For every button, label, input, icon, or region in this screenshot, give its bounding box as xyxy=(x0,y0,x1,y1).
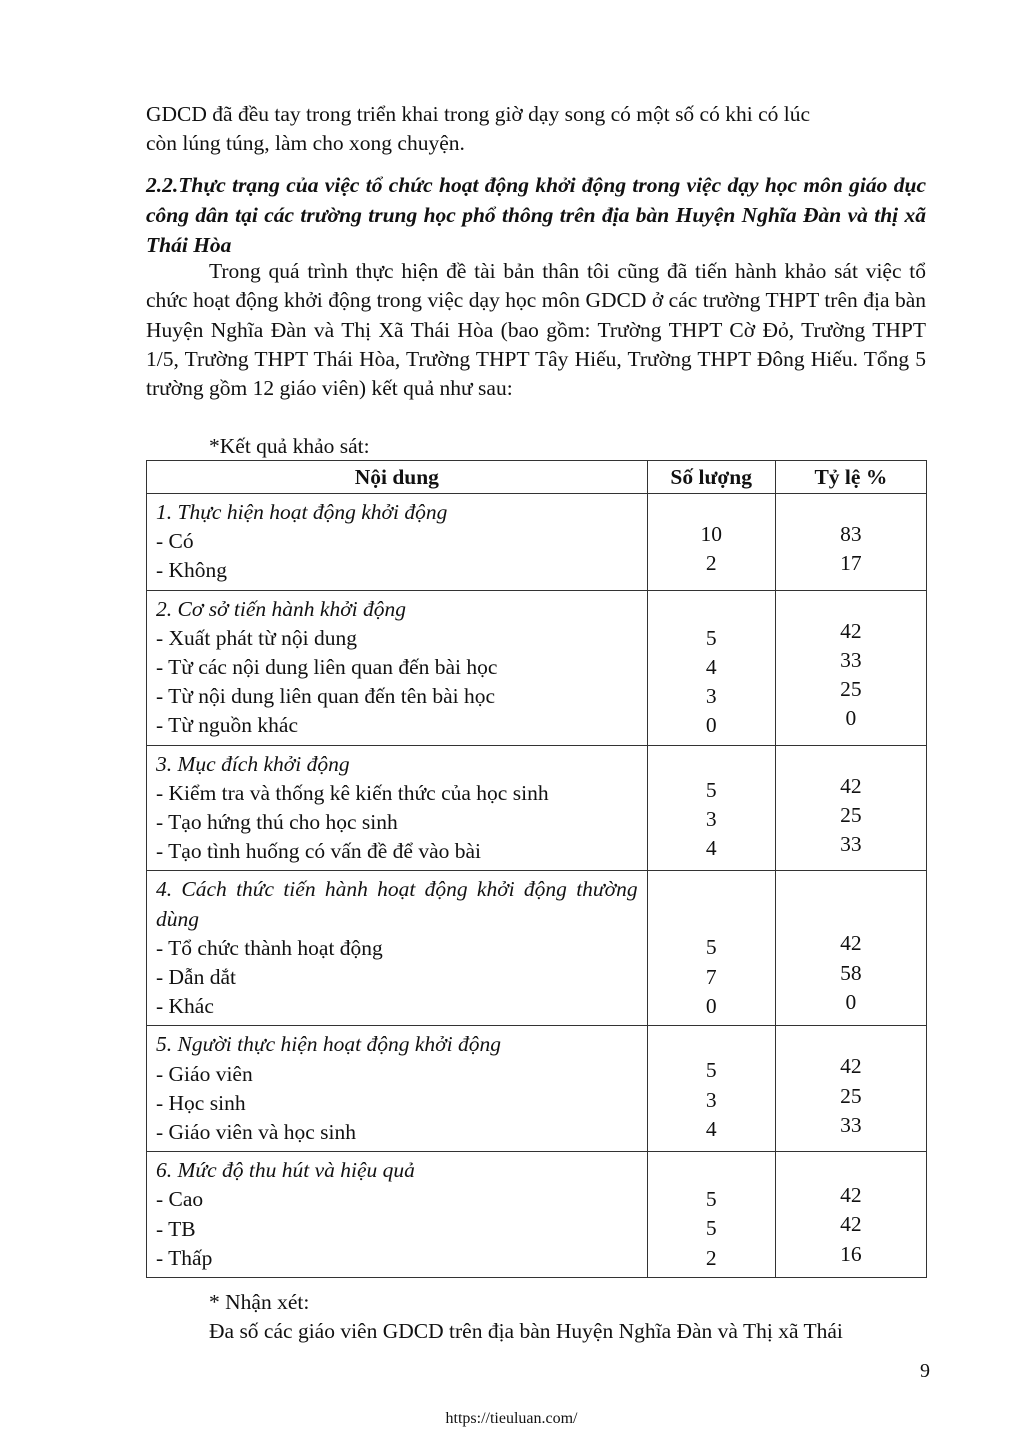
intro-line-2: còn lúng túng, làm cho xong chuyện. xyxy=(146,131,465,156)
item: - Tạo tình huống có vấn đề để vào bài xyxy=(156,839,481,864)
rate-value: 58 xyxy=(840,960,862,985)
rate-value: 42 xyxy=(840,773,862,798)
section-title: 3. Mục đích khởi động xyxy=(156,751,350,776)
rate-value: 25 xyxy=(840,1083,862,1108)
rate-value: 0 xyxy=(845,989,857,1014)
count-value: 4 xyxy=(705,654,717,679)
section-title: 4. Cách thức tiến hành hoạt động khởi động thường dùng xyxy=(156,877,638,931)
item: - Từ nội dung liên quan đến tên bài học xyxy=(156,684,496,709)
table-row xyxy=(147,871,927,1026)
intro-line-1: GDCD đã đều tay trong triển khai trong giờ dạy song có một số có khi có lúc xyxy=(146,102,811,126)
intro-paragraph xyxy=(146,100,926,159)
count-value: 4 xyxy=(705,1116,717,1141)
count-value: 5 xyxy=(705,777,717,802)
count-cell xyxy=(647,871,775,1026)
rate-value: 42 xyxy=(840,1183,862,1208)
count-value: 5 xyxy=(705,625,717,650)
section-heading: 2.2.Thực trạng của việc tổ chức hoạt động khởi động trong việc dạy học môn giáo dục công dân tại các trường trung học phổ thông trên địa bàn Huyện Nghĩa Đàn và thị xã Thái Hòa xyxy=(146,173,926,257)
count-value: 3 xyxy=(705,684,717,709)
content-cell xyxy=(147,1152,648,1278)
survey-label: *Kết quả khảo sát: xyxy=(209,434,370,458)
count-value: 4 xyxy=(705,836,717,861)
section-title: 1. Thực hiện hoạt động khởi động xyxy=(156,500,448,524)
item: - Học sinh xyxy=(156,1090,246,1115)
header-count: Số lượng xyxy=(647,461,775,494)
header-rate: Tỷ lệ % xyxy=(775,461,926,494)
rate-value: 42 xyxy=(840,1054,862,1079)
table-row xyxy=(147,590,927,745)
item: - Giáo viên xyxy=(156,1061,253,1086)
count-cell xyxy=(647,590,775,745)
rate-cell xyxy=(775,745,926,871)
table-row xyxy=(147,1026,927,1152)
section-title: 5. Người thực hiện hoạt động khởi động xyxy=(156,1032,501,1057)
body-paragraph: Trong quá trình thực hiện đề tài bản thân tôi cũng đã tiến hành khảo sát việc tổ chức hoạt động khởi động trong việc dạy học môn GDCD ở các trường THPT trên địa bàn Huyện Nghĩa Đàn và Thị Xã Thái Hòa (bao gồm: Trường THPT Cờ Đỏ, Trường THPT 1/5, Trường THPT Thái Hòa, Trường THPT Tây Hiếu, Trường THPT Đông Hiếu. Tổng 5 trường gồm 12 giáo viên) kết quả như sau: xyxy=(146,259,926,401)
count-cell xyxy=(647,494,775,591)
rate-cell xyxy=(775,494,926,591)
rate-value: 42 xyxy=(840,931,862,956)
survey-table xyxy=(146,460,927,1278)
count-cell xyxy=(647,1026,775,1152)
item: - Giáo viên và học sinh xyxy=(156,1120,357,1145)
item: - TB xyxy=(156,1216,196,1241)
rate-cell xyxy=(775,1026,926,1152)
content-cell xyxy=(147,1026,648,1152)
item: - Dẫn dắt xyxy=(156,965,236,990)
item: - Cao xyxy=(156,1187,204,1212)
item: - Không xyxy=(156,558,228,583)
content-cell xyxy=(147,745,648,871)
count-value: 7 xyxy=(705,964,717,989)
count-value: 2 xyxy=(705,551,717,576)
item: - Thấp xyxy=(156,1245,213,1270)
rate-cell xyxy=(775,871,926,1026)
page-number: 9 xyxy=(920,1360,930,1382)
item: - Kiểm tra và thống kê kiến thức của học sinh xyxy=(156,780,549,805)
section-title: 2. Cơ sở tiến hành khởi động xyxy=(156,596,407,621)
count-value: 10 xyxy=(700,522,722,546)
rate-value: 25 xyxy=(840,802,862,827)
rate-value: 42 xyxy=(840,1212,862,1237)
remark-text: Đa số các giáo viên GDCD trên địa bàn Huyện Nghĩa Đàn và Thị xã Thái xyxy=(209,1319,843,1343)
content-cell xyxy=(147,590,648,745)
remark-label: * Nhận xét: xyxy=(209,1290,310,1314)
content-cell xyxy=(147,494,648,591)
item: - Từ nguồn khác xyxy=(156,713,299,738)
count-value: 5 xyxy=(705,1216,717,1241)
header-content: Nội dung xyxy=(147,461,648,494)
count-value: 2 xyxy=(705,1245,717,1270)
count-value: 0 xyxy=(705,993,717,1018)
item: - Tạo hứng thú cho học sinh xyxy=(156,810,398,835)
item: - Xuất phát từ nội dung xyxy=(156,625,357,650)
rate-value: 33 xyxy=(840,647,862,672)
footer-url[interactable]: https://tieuluan.com/ xyxy=(445,1410,578,1427)
count-value: 5 xyxy=(705,1187,717,1212)
table-row xyxy=(147,494,927,591)
rate-value: 33 xyxy=(840,1112,862,1137)
rate-value: 17 xyxy=(840,551,862,576)
count-cell xyxy=(647,1152,775,1278)
rate-value: 25 xyxy=(840,677,862,702)
rate-value: 16 xyxy=(840,1241,862,1266)
content-cell xyxy=(147,871,648,1026)
count-value: 3 xyxy=(705,806,717,831)
rate-value: 83 xyxy=(840,522,862,546)
table-header-row xyxy=(147,461,927,494)
section-title: 6. Mức độ thu hút và hiệu quả xyxy=(156,1158,415,1183)
count-cell xyxy=(647,745,775,871)
count-value: 5 xyxy=(705,1058,717,1083)
rate-value: 33 xyxy=(840,832,862,857)
item: - Có xyxy=(156,529,194,554)
count-value: 0 xyxy=(705,713,717,738)
item: - Từ các nội dung liên quan đến bài học xyxy=(156,655,498,680)
rate-cell xyxy=(775,590,926,745)
rate-value: 0 xyxy=(845,706,857,731)
item: - Tổ chức thành hoạt động xyxy=(156,935,383,960)
count-value: 5 xyxy=(705,935,717,960)
rate-cell xyxy=(775,1152,926,1278)
rate-value: 42 xyxy=(840,618,862,643)
table-row xyxy=(147,745,927,871)
item: - Khác xyxy=(156,994,214,1019)
table-row xyxy=(147,1152,927,1278)
count-value: 3 xyxy=(705,1087,717,1112)
